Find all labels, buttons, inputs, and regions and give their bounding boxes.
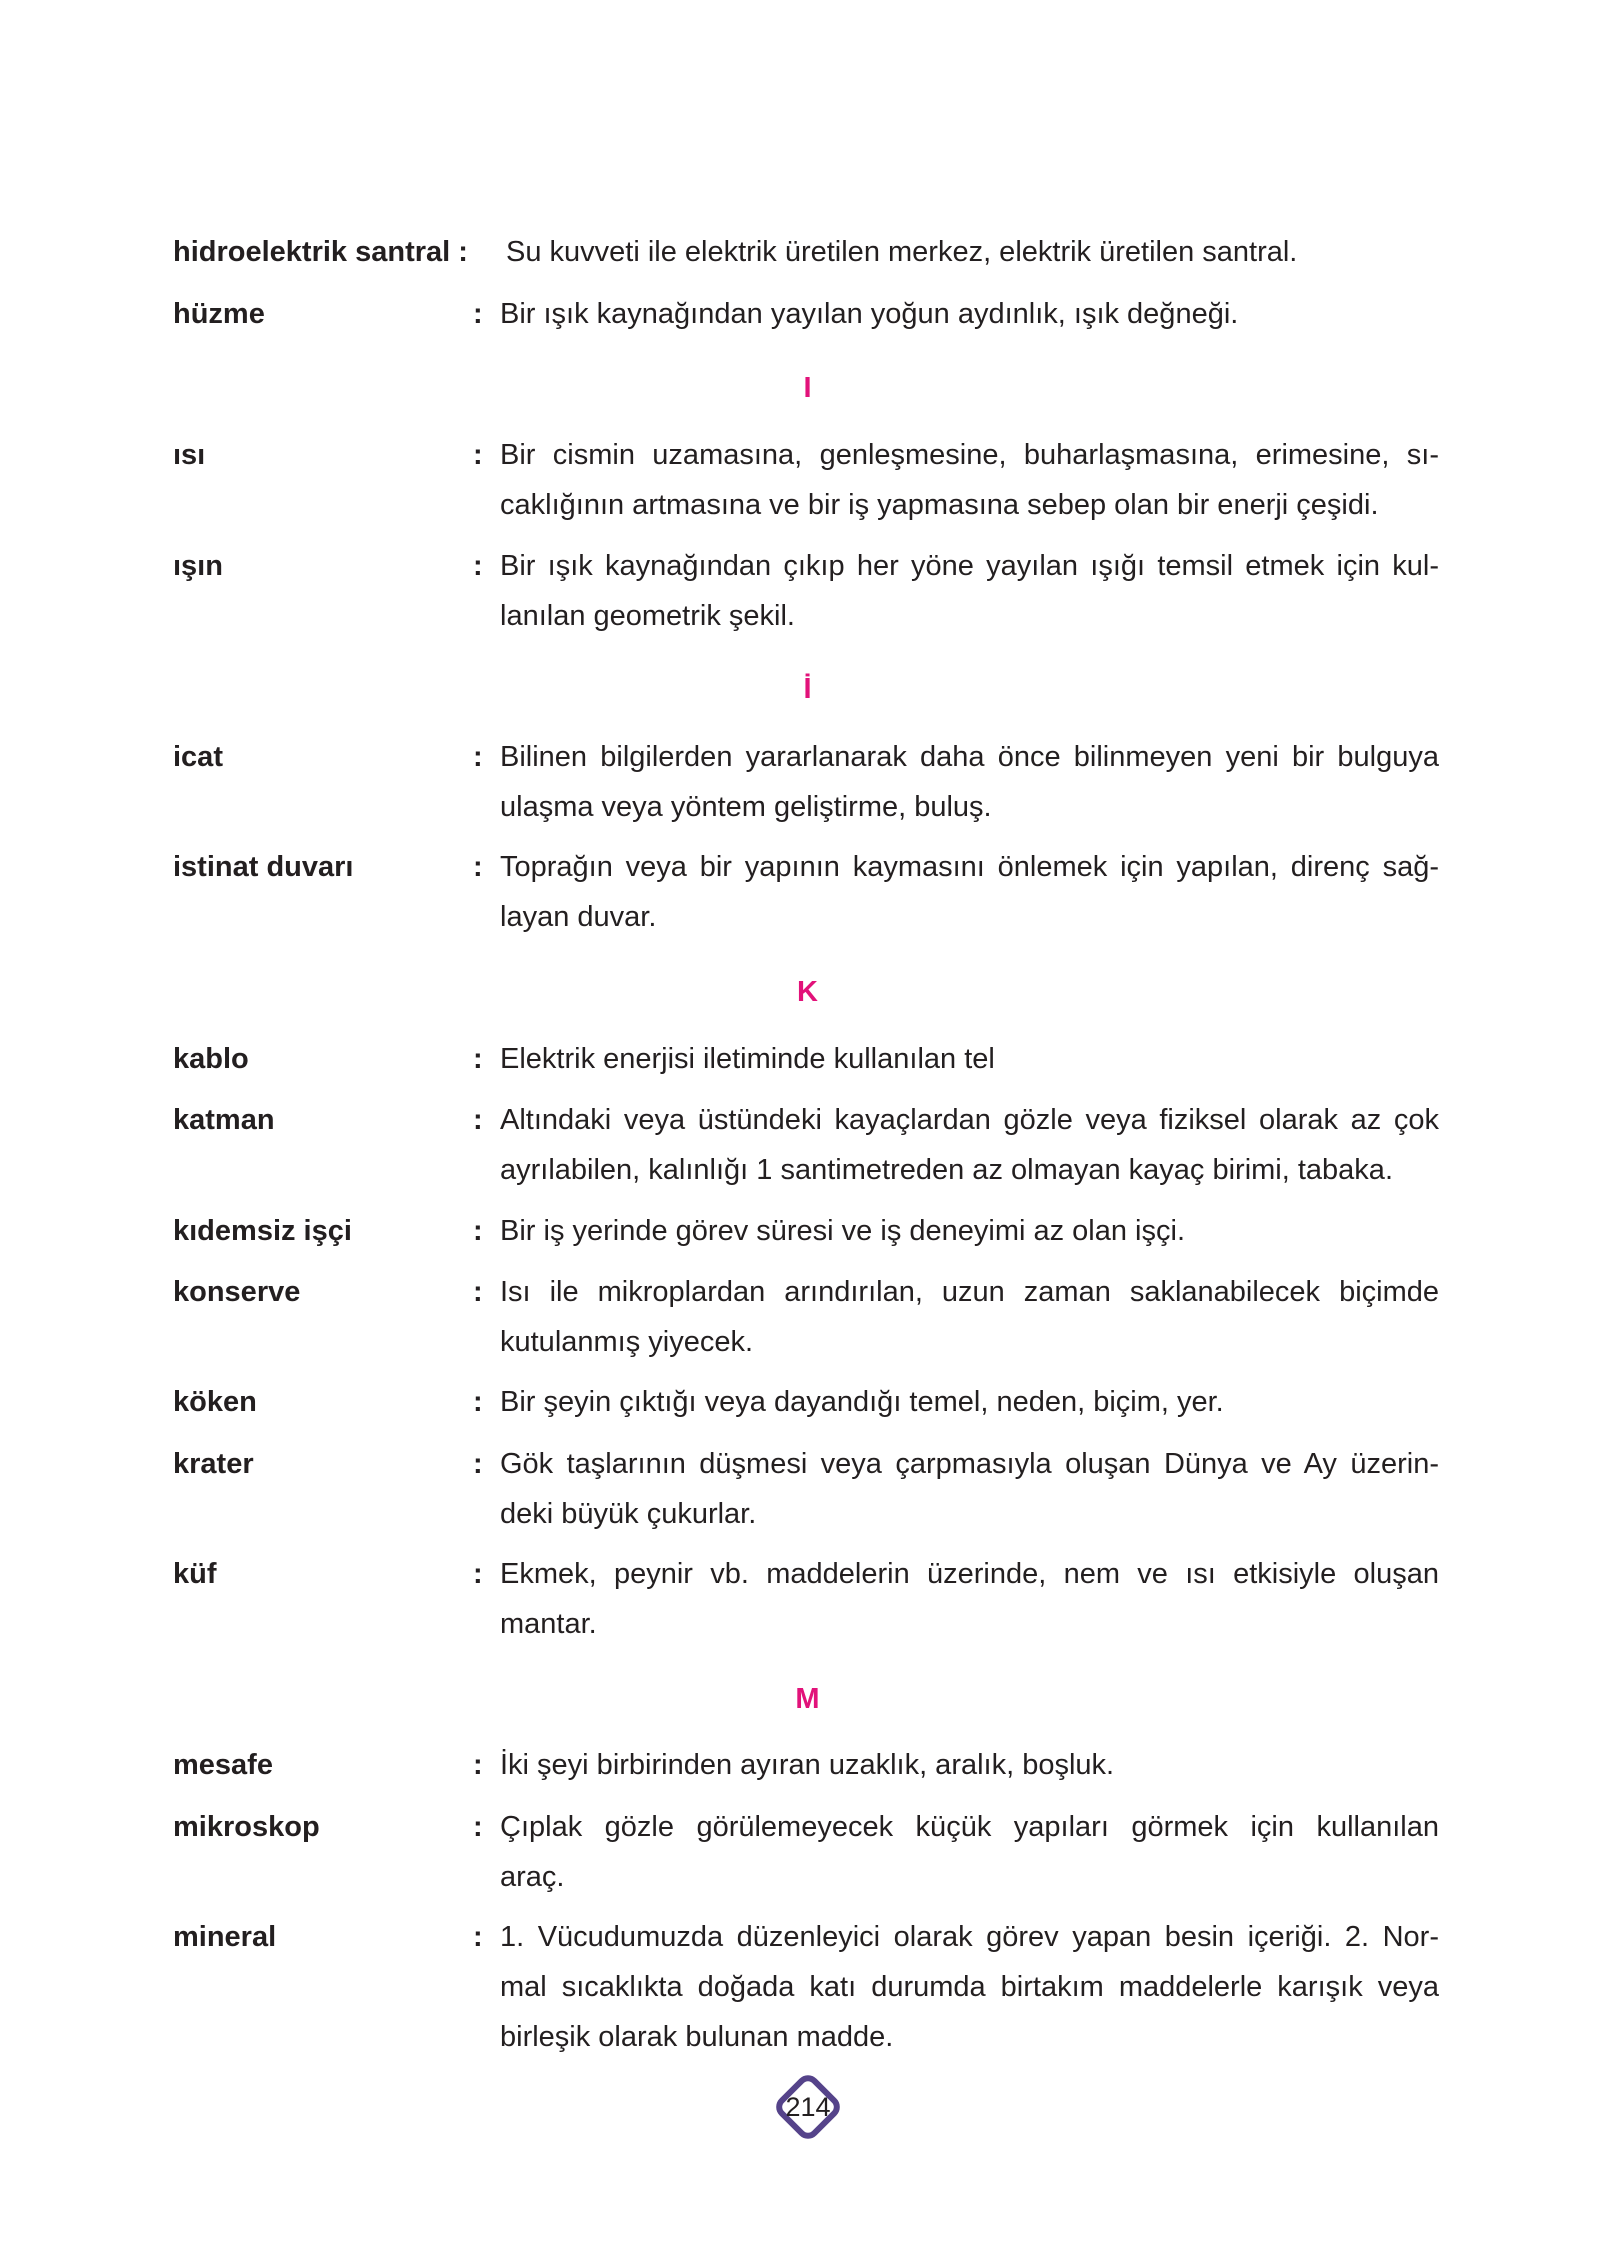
- definition-line: İki şeyi birbirinden ayıran uzaklık, aralık, boşluk.: [500, 1749, 1115, 1781]
- entry-term: mesafe: [173, 1749, 273, 1781]
- definition-line: Isı ile mikroplardan arındırılan, uzun zaman saklanabilecek biçimde: [500, 1276, 1439, 1308]
- definition-line: birleşik olarak bulunan madde.: [500, 2021, 894, 2053]
- definition-line: Ekmek, peynir vb. maddelerin üzerinde, nem ve ısı etkisiyle oluşan: [500, 1558, 1439, 1590]
- entry-definition: [500, 1549, 1439, 1649]
- definition-line: Altındaki veya üstündeki kayaçlardan gözle veya fiziksel olarak az çok: [500, 1104, 1439, 1136]
- entry-colon: :: [473, 851, 483, 883]
- entry-definition: [500, 1206, 1439, 1256]
- definition-line: layan duvar.: [500, 901, 657, 933]
- definition-line: Bir iş yerinde görev süresi ve iş deneyimi az olan işçi.: [500, 1215, 1185, 1247]
- entry-colon: :: [473, 1043, 483, 1075]
- definition-line: Bir cismin uzamasına, genleşmesine, buharlaşmasına, erimesine, sı-: [500, 439, 1439, 471]
- definition-line: Bir ışık kaynağından yayılan yoğun aydınlık, ışık değneği.: [500, 298, 1239, 330]
- definition-line: caklığının artmasına ve bir iş yapmasına sebep olan bir enerji çeşidi.: [500, 489, 1379, 521]
- entry-term: ışın: [173, 550, 223, 582]
- entry-term: mikroskop: [173, 1811, 320, 1843]
- section-letter-i-dotted: İ: [803, 673, 812, 705]
- entry-colon: :: [473, 741, 483, 773]
- entry-term: hüzme: [173, 298, 265, 330]
- definition-line: Su kuvveti ile elektrik üretilen merkez, elektrik üretilen santral.: [506, 236, 1298, 268]
- entry-term: icat: [173, 741, 223, 773]
- entry-term: köken: [173, 1386, 257, 1418]
- definition-line: Gök taşlarının düşmesi veya çarpmasıyla oluşan Dünya ve Ay üzerin-: [500, 1448, 1439, 1480]
- entry-definition: [500, 430, 1439, 530]
- entry-term: mineral: [173, 1921, 277, 1953]
- definition-line: lanılan geometrik şekil.: [500, 600, 795, 632]
- entry-term: konserve: [173, 1276, 301, 1308]
- entry-definition: [506, 227, 1445, 277]
- section-letter-k: K: [797, 976, 818, 1008]
- definition-line: mal sıcaklıkta doğada katı durumda birtakım maddelerle karışık veya: [500, 1971, 1439, 2003]
- definition-line: Bir şeyin çıktığı veya dayandığı temel, neden, biçim, yer.: [500, 1386, 1224, 1418]
- entry-colon: :: [473, 1276, 483, 1308]
- entry-definition: [500, 1740, 1439, 1790]
- entry-definition: [500, 1034, 1439, 1084]
- entry-term: krater: [173, 1448, 254, 1480]
- entry-colon: :: [473, 1558, 483, 1590]
- section-letter-i-dotless: I: [803, 372, 812, 404]
- definition-line: 1. Vücudumuzda düzenleyici olarak görev yapan besin içeriği. 2. Nor-: [500, 1921, 1439, 1953]
- definition-line: ulaşma veya yöntem geliştirme, buluş.: [500, 791, 992, 823]
- entry-term: kablo: [173, 1043, 249, 1075]
- entry-colon: :: [473, 1215, 483, 1247]
- entry-definition: [500, 1267, 1439, 1367]
- entry-definition: [500, 1912, 1439, 2062]
- entry-colon: :: [473, 298, 483, 330]
- definition-line: Elektrik enerjisi iletiminde kullanılan tel: [500, 1043, 995, 1075]
- entry-term: kıdemsiz işçi: [173, 1215, 352, 1247]
- entry-definition: [500, 1439, 1439, 1539]
- section-letter-m: M: [795, 1683, 820, 1715]
- page-number: 214: [785, 2092, 831, 2122]
- entry-colon: :: [473, 550, 483, 582]
- definition-line: kutulanmış yiyecek.: [500, 1326, 754, 1358]
- entry-colon: :: [473, 1749, 483, 1781]
- entry-colon: :: [473, 1448, 483, 1480]
- entry-colon: :: [473, 1104, 483, 1136]
- definition-line: ayrılabilen, kalınlığı 1 santimetreden az olmayan kayaç birimi, tabaka.: [500, 1154, 1393, 1186]
- definition-line: deki büyük çukurlar.: [500, 1498, 757, 1530]
- definition-line: araç.: [500, 1861, 565, 1893]
- definition-line: mantar.: [500, 1608, 597, 1640]
- entry-colon: :: [473, 1921, 483, 1953]
- entry-definition: [500, 541, 1439, 641]
- entry-term: küf: [173, 1558, 217, 1590]
- definition-line: Bir ışık kaynağından çıkıp her yöne yayılan ışığı temsil etmek için kul-: [500, 550, 1439, 582]
- entry-definition: [500, 842, 1439, 942]
- definition-line: Çıplak gözle görülemeyecek küçük yapıları görmek için kullanılan: [500, 1811, 1439, 1843]
- entry-colon: :: [473, 1811, 483, 1843]
- entry-definition: [500, 1802, 1439, 1902]
- entry-term: istinat duvarı: [173, 851, 354, 883]
- entry-term: katman: [173, 1104, 275, 1136]
- definition-line: Toprağın veya bir yapının kaymasını önlemek için yapılan, direnç sağ-: [500, 851, 1439, 883]
- entry-definition: [500, 1377, 1439, 1427]
- entry-colon: :: [473, 439, 483, 471]
- entry-definition: [500, 289, 1439, 339]
- entry-definition: [500, 732, 1439, 832]
- entry-term: ısı: [173, 439, 206, 471]
- entry-definition: [500, 1095, 1439, 1195]
- entry-colon: :: [473, 1386, 483, 1418]
- entry-term: hidroelektrik santral :: [173, 236, 468, 268]
- definition-line: Bilinen bilgilerden yararlanarak daha önce bilinmeyen yeni bir bulguya: [500, 741, 1439, 773]
